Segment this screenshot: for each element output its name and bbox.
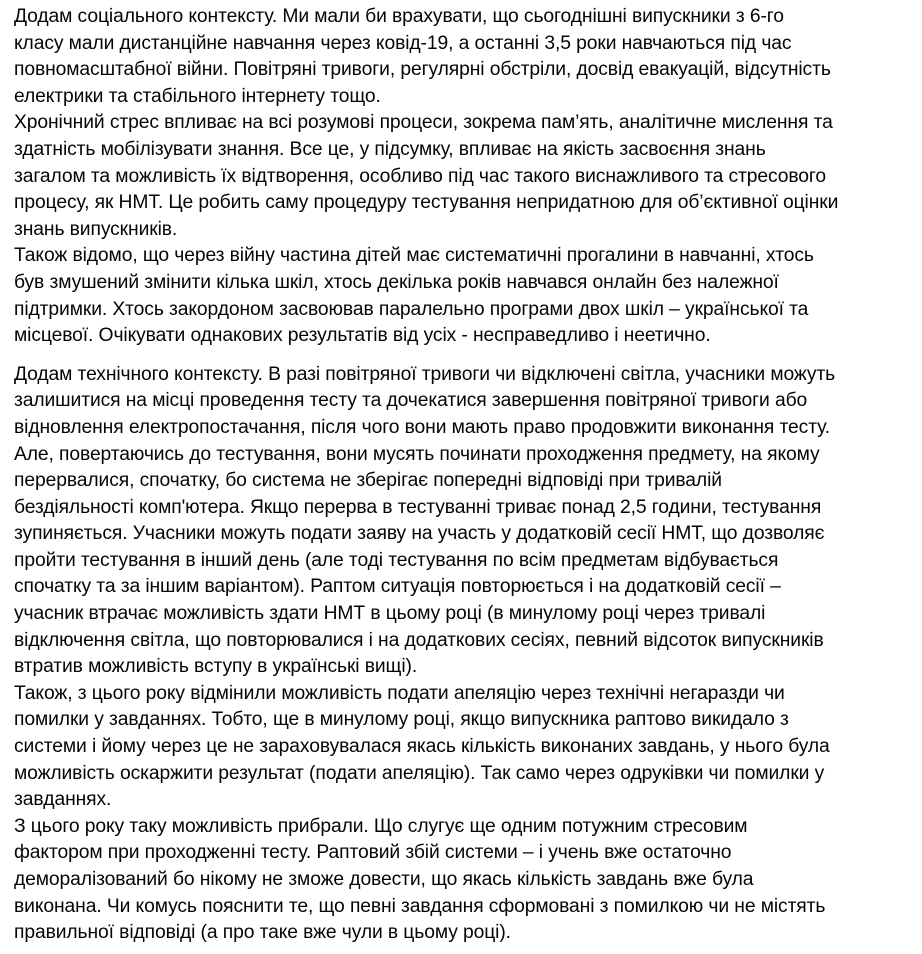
text-line: завданнях. — [14, 789, 112, 811]
text-line: здатність мобілізувати знання. Все це, у підсумку, впливає на якість засвоєння знань — [14, 138, 766, 160]
text-line: повномасштабної війни. Повітряні тривоги, регулярні обстріли, досвід евакуацій, відсутність — [14, 59, 831, 81]
text-line: підтримки. Хтось закордоном засвоював паралельно програми двох шкіл – української та — [14, 298, 809, 320]
text-line: системи і йому через це не зараховувалася якась кількість виконаних завдань, у нього була — [14, 736, 830, 758]
text-line: Також відомо, що через війну частина дітей має систематичні прогалини в навчанні, хтось — [14, 245, 814, 267]
text-line: процесу, як НМТ. Це робить саму процедуру тестування непридатною для об’єктивної оцінки — [14, 192, 839, 214]
paragraph-social-context — [14, 4, 914, 350]
paragraph-technical-context — [14, 362, 914, 947]
text-line: Але, повертаючись до тестування, вони мусять починати проходження предмету, на якому — [14, 443, 820, 465]
text-line: електрики та стабільного інтернету тощо. — [14, 85, 381, 107]
text-line: перервалися, спочатку, бо система не зберігає попередні відповіді при тривалій — [14, 470, 722, 492]
text-line: зупиняється. Учасники можуть подати заяву на участь у додатковій сесії НМТ, що дозволяє — [14, 523, 825, 545]
text-line: залишитися на місці проведення тесту та дочекатися завершення повітряної тривоги або — [14, 390, 808, 412]
text-line: відключення світла, що повторювалися і на додаткових сесіях, певний відсоток випускників — [14, 629, 824, 651]
text-line: помилки у завданнях. Тобто, ще в минулому році, якщо випускника раптово викидало з — [14, 709, 789, 731]
text-line: був змушений змінити кілька шкіл, хтось декілька років навчався онлайн без належної — [14, 271, 779, 293]
text-line: втратив можливість вступу в українські вищі). — [14, 656, 418, 678]
text-line: учасник втрачає можливість здати НМТ в цьому році (в минулому році через тривалі — [14, 603, 766, 625]
text-line: фактором при проходженні тесту. Раптовий збій системи – і учень вже остаточно — [14, 842, 732, 864]
text-line: Також, з цього року відмінили можливість подати апеляцію через технічні негаразди чи — [14, 682, 785, 704]
text-line: Додам соціального контексту. Ми мали би врахувати, що сьогоднішні випускники з 6-го — [14, 6, 784, 27]
text-line: загалом та можливість їх відтворення, особливо під час такого виснажливого та стресового — [14, 165, 827, 187]
text-line: класу мали дистанційне навчання через ковід-19, а останні 3,5 роки навчаються під час — [14, 32, 792, 54]
text-line: виконана. Чи комусь пояснити те, що певні завдання сформовані з помилкою чи не містять — [14, 895, 826, 917]
text-line: бездіяльності комп'ютера. Якщо перерва в тестуванні триває понад 2,5 години, тестування — [14, 496, 822, 518]
text-line: знань випускників. — [14, 218, 178, 240]
paragraph-gap — [14, 350, 914, 362]
text-line: відновлення електропостачання, після чого вони мають право продовжити виконання тесту. — [14, 416, 831, 438]
text-line: деморалізований бо нікому не зможе довести, що якась кількість завдань вже була — [14, 869, 754, 890]
text-line: можливість оскаржити результат (подати апеляцію). Так само через одруківки чи помилки у — [14, 762, 825, 784]
text-line: З цього року таку можливість прибрали. Що слугує ще одним потужним стресовим — [14, 815, 748, 837]
text-line: Додам технічного контексту. В разі повітряної тривоги чи відключені світла, учасники можуть — [14, 363, 836, 385]
text-line: правильної відповіді (а про таке вже чули в цьому році). — [14, 922, 511, 944]
text-line: місцевої. Очікувати однакових результатів від усіх - несправедливо і неетично. — [14, 325, 711, 347]
text-line: Хронічний стрес впливає на всі розумові процеси, зокрема пам’ять, аналітичне мислення та — [14, 112, 833, 134]
text-line: пройти тестування в інший день (але тоді тестування по всім предметам відбувається — [14, 549, 779, 571]
text-line: спочатку та за іншим варіантом). Раптом ситуація повторюється і на додатковій сесії – — [14, 576, 781, 598]
